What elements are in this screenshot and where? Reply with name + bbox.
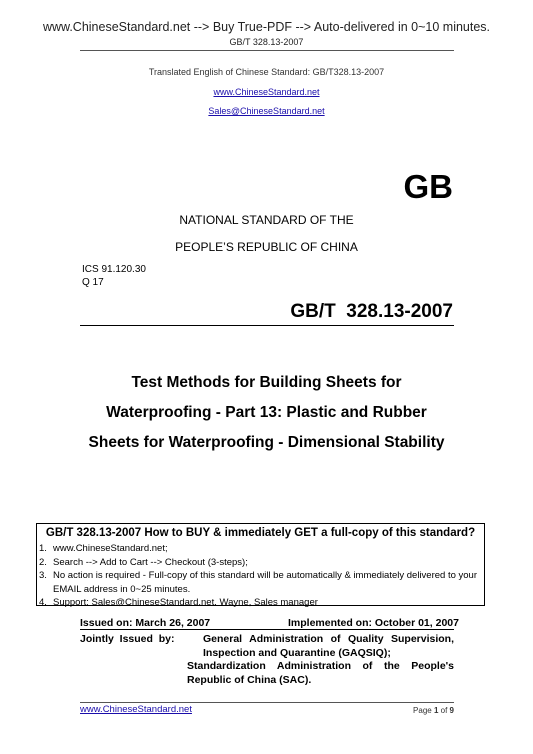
translated-notice: Translated English of Chinese Standard: GB/T328.13-2007	[148, 67, 385, 77]
website-link[interactable]: www.ChineseStandard.net	[213, 87, 320, 97]
issued-date: Issued on: March 26, 2007	[80, 617, 211, 629]
page-total: 9	[449, 706, 454, 715]
top-banner: www.ChineseStandard.net --> Buy True-PDF --> Auto-delivered in 0~10 minutes.	[42, 20, 491, 34]
page-of: of	[440, 706, 448, 715]
step-number: 3.	[39, 570, 47, 581]
issuer-gaqsiq: General Administration of Quality Supervision, Inspection and Quarantine (GAQSIQ);	[203, 633, 454, 659]
jointly-issued-label: Jointly Issued by:	[80, 633, 175, 645]
gb-mark: GB	[403, 168, 453, 205]
purchase-step	[39, 556, 484, 570]
purchase-step	[39, 596, 484, 610]
email-link-container	[0, 106, 533, 116]
page-current: 1	[433, 706, 439, 715]
standard-number: GB/T 328.13-2007	[290, 301, 453, 322]
header-doc-number: GB/T 328.13-2007	[229, 37, 304, 47]
purchase-box-title: GB/T 328.13-2007 How to BUY & immediately GET a full-copy of this standard?	[45, 527, 476, 539]
footer-website-container	[80, 704, 192, 715]
footer-website-link[interactable]: www.ChineseStandard.net	[80, 704, 192, 715]
page-label: Page	[413, 706, 432, 715]
national-standard-line1: NATIONAL STANDARD OF THE	[179, 213, 354, 227]
step-number: 4.	[39, 597, 47, 608]
purchase-steps-list	[39, 542, 484, 610]
document-title	[0, 368, 533, 458]
purchase-info-box	[36, 523, 485, 606]
step-number: 1.	[39, 543, 47, 554]
footer-divider	[80, 702, 454, 703]
national-standard-line2: PEOPLE’S REPUBLIC OF CHINA	[175, 240, 358, 254]
title-line-2: Waterproofing - Part 13: Plastic and Rubber	[106, 404, 427, 421]
step-text: www.ChineseStandard.net;	[53, 543, 168, 554]
page-indicator	[400, 706, 454, 715]
issue-divider	[80, 629, 454, 630]
step-text: No action is required - Full-copy of this standard will be automatically & immediately delivered to your EMAIL address in 0~25 minutes.	[53, 570, 477, 595]
step-text: Search --> Add to Cart --> Checkout (3-steps);	[53, 556, 248, 568]
title-line-1: Test Methods for Building Sheets for	[131, 374, 402, 391]
website-link-container	[0, 87, 533, 97]
purchase-step	[39, 569, 484, 596]
step-number: 2.	[39, 556, 47, 568]
header-divider	[80, 50, 454, 51]
step-text: Support: Sales@ChineseStandard.net. Wayne, Sales manager	[53, 597, 318, 608]
email-link[interactable]: Sales@ChineseStandard.net	[208, 106, 325, 116]
title-line-3: Sheets for Waterproofing - Dimensional Stability	[88, 434, 445, 451]
q-code: Q 17	[82, 277, 104, 288]
implemented-date: Implemented on: October 01, 2007	[288, 617, 459, 629]
issuer-sac: Standardization Administration of the People's Republic of China (SAC).	[187, 660, 454, 686]
purchase-step	[39, 542, 484, 556]
classification-codes	[82, 263, 146, 289]
ics-code: ICS 91.120.30	[82, 264, 146, 275]
standard-number-divider	[80, 325, 454, 326]
